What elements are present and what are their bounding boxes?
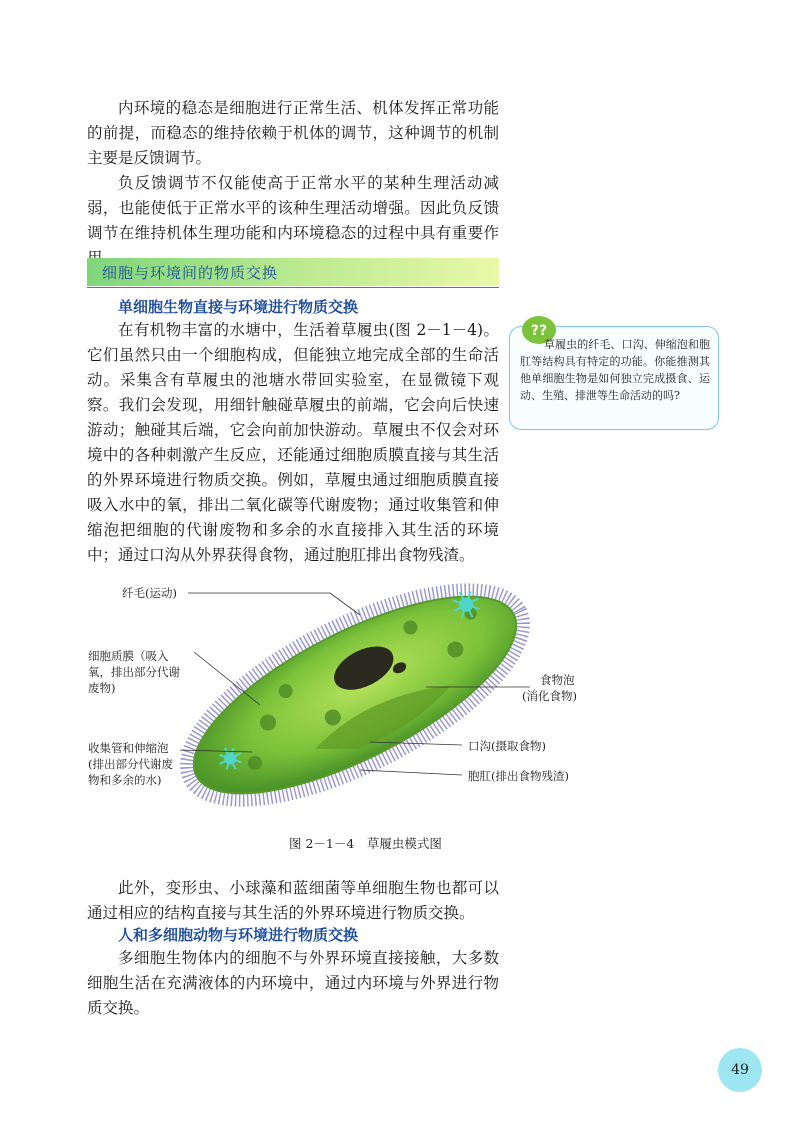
paragraph-paramecium: 在有机物丰富的水塘中，生活着草履虫(图 2－1－4)。它们虽然只由一个细胞构成，但能独立地完成全部的生命活动。采集含有草履虫的池塘水带回实验室，在显微镜下观察。我们会发现，用细针触碰草履虫的前端，它会向后快速游动；触碰其后端，它会向前加快游动。草履虫不仅会对环境中的各种刺激产生反应，还能通过细胞质膜直接与其生活的外界环境进行物质交换。例如，草履虫通过细胞质膜直接吸入水中的氧，排出二氧化碳等代谢废物；通过收集管和伸缩泡把细胞的代谢废物和多余的水直接排入其生活的环境中；通过口沟从外界获得食物，通过胞肛排出食物残渣。 xyxy=(87,321,499,564)
question-icon-text: ?? xyxy=(530,323,548,339)
subhead-multicellular: 人和多细胞动物与环境进行物质交换 xyxy=(118,926,359,944)
label-membrane-line3: 废物) xyxy=(88,681,116,695)
label-vacuole-line3: 物和多余的水) xyxy=(88,773,162,787)
intro-text xyxy=(87,96,499,271)
paragraph-other-single-cell: 此外，变形虫、小球藻和蓝细菌等单细胞生物也都可以通过相应的结构直接与其生活的外界环境进行物质交换。 xyxy=(87,879,499,922)
paragraph-multicellular: 多细胞生物体内的细胞不与外界环境直接接触，大多数细胞生活在充满液体的内环境中，通过内环境与外界进行物质交换。 xyxy=(87,949,499,1017)
paragraph-negative-feedback: 负反馈调节不仅能使高于正常水平的某种生理活动减弱，也能使低于正常水平的该种生理活动增强。因此负反馈调节在维持机体生理功能和内环境稳态的过程中具有重要作 xyxy=(87,174,499,242)
figure-caption: 图 2－1－4 草履虫模式图 xyxy=(289,836,442,851)
paragraph-homeostasis: 内环境的稳态是细胞进行正常生活、机体发挥正常功能的前提，而稳态的维持依赖于机体的调节，这种调节的机制主要是反馈调节。 xyxy=(87,99,499,167)
paramecium-text xyxy=(87,318,499,568)
cell-body xyxy=(168,560,542,830)
label-cilia: 纤毛(运动) xyxy=(122,586,177,600)
page-number: 49 xyxy=(731,1062,749,1078)
label-vacuole-line1: 收集管和伸缩泡 xyxy=(88,741,169,755)
label-food-vacuole-line2: (消化食物) xyxy=(522,689,577,703)
label-food-vacuole-line1: 食物泡 xyxy=(540,673,575,687)
section-header-rule xyxy=(87,287,499,288)
section-title: 细胞与环境间的物质交换 xyxy=(102,264,279,282)
subhead-single-cell: 单细胞生物直接与环境进行物质交换 xyxy=(118,298,359,316)
label-membrane-line2: 氧，排出部分代谢 xyxy=(88,665,180,679)
label-vacuole-line2: (排出部分代谢废 xyxy=(88,757,173,771)
multicellular-text xyxy=(87,946,499,1021)
label-anal-pore: 胞肛(排出食物残渣) xyxy=(468,769,569,783)
label-oral-groove: 口沟(摄取食物) xyxy=(468,739,546,753)
after-figure-text xyxy=(87,876,499,926)
label-membrane-line1: 细胞质膜（吸入 xyxy=(88,649,169,663)
think-box-text: 草履虫的纤毛、口沟、伸缩泡和胞肛等结构具有特定的功能。你能推测其他单细胞生物是如何独立完成摄食、运动、生殖、排泄等生命活动的吗? xyxy=(520,338,710,402)
